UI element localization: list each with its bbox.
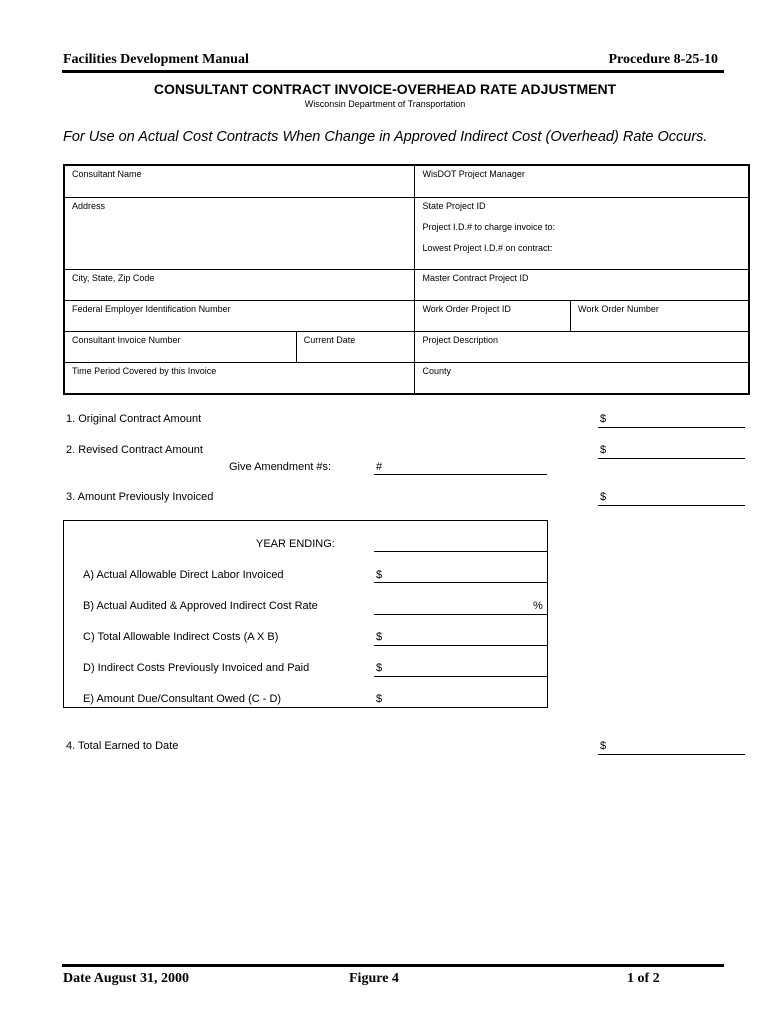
original-contract-dollar: $ [600, 413, 607, 425]
revised-contract-dollar: $ [600, 444, 607, 456]
figure-number: Figure 4 [349, 971, 399, 986]
original-contract-label: 1. Original Contract Amount [66, 413, 202, 425]
direct-labor-field[interactable] [374, 582, 547, 583]
consultant-name-field[interactable] [64, 165, 415, 197]
total-earned-field[interactable] [598, 754, 745, 755]
county-label: County [422, 365, 451, 376]
master-contract-field[interactable] [415, 269, 749, 300]
original-contract-amount-field[interactable] [598, 427, 745, 428]
state-project-id-label: State Project ID [422, 200, 486, 211]
current-date-label: Current Date [303, 334, 356, 345]
amount-previously-invoiced-field[interactable] [598, 505, 745, 506]
current-date-field[interactable] [296, 331, 415, 362]
project-id-charge-label: Project I.D.# to charge invoice to: [422, 221, 556, 232]
fein-field[interactable] [64, 300, 415, 331]
direct-labor-label: A) Actual Allowable Direct Labor Invoiced [83, 569, 284, 581]
amount-due-dollar: $ [376, 693, 383, 705]
city-state-zip-field[interactable] [64, 269, 415, 300]
state-project-id-field[interactable] [415, 197, 749, 269]
footer-rule [62, 964, 724, 967]
form-subtitle: Wisconsin Department of Transportation [304, 99, 466, 109]
total-indirect-costs-label: C) Total Allowable Indirect Costs (A X B) [83, 631, 279, 643]
page-number: 1 of 2 [627, 971, 660, 986]
amount-previously-invoiced-label: 3. Amount Previously Invoiced [66, 491, 214, 503]
indirect-previously-paid-label: D) Indirect Costs Previously Invoiced and Paid [83, 662, 310, 674]
project-manager-field[interactable] [415, 165, 749, 197]
header-rule [62, 70, 724, 73]
indirect-previously-paid-field[interactable] [374, 676, 547, 677]
city-state-zip-label: City, State, Zip Code [72, 272, 155, 283]
address-field[interactable] [64, 197, 415, 269]
amendment-numbers-field[interactable] [374, 474, 547, 475]
time-period-field[interactable] [64, 362, 415, 394]
amendment-label: Give Amendment #s: [229, 461, 332, 473]
amount-due-label: E) Amount Due/Consultant Owed (C - D) [83, 693, 282, 705]
consultant-info-table [63, 164, 750, 395]
project-description-field[interactable] [415, 331, 749, 362]
total-indirect-costs-field[interactable] [374, 645, 547, 646]
consultant-name-label: Consultant Name [72, 169, 142, 179]
revised-contract-amount-field[interactable] [598, 458, 745, 459]
manual-title: Facilities Development Manual [63, 52, 249, 67]
lowest-project-id-label: Lowest Project I.D.# on contract: [422, 242, 553, 253]
work-order-project-id-field[interactable] [415, 300, 571, 331]
procedure-number: Procedure 8-25-10 [608, 52, 718, 67]
master-contract-label: Master Contract Project ID [422, 272, 529, 283]
project-manager-label: WisDOT Project Manager [422, 169, 525, 179]
indirect-cost-rate-percent: % [533, 600, 543, 612]
project-description-label: Project Description [422, 334, 498, 345]
work-order-number-field[interactable] [571, 300, 750, 331]
indirect-previously-paid-dollar: $ [376, 662, 383, 674]
invoice-number-field[interactable] [64, 331, 296, 362]
footer-date: Date August 31, 2000 [63, 971, 190, 986]
amount-previously-invoiced-dollar: $ [600, 491, 607, 503]
indirect-cost-rate-field[interactable] [374, 614, 547, 615]
total-indirect-costs-dollar: $ [376, 631, 383, 643]
indirect-cost-rate-label: B) Actual Audited & Approved Indirect Cost Rate [83, 600, 318, 612]
fein-label: Federal Employer Identification Number [72, 303, 231, 314]
work-order-project-id-label: Work Order Project ID [422, 303, 511, 314]
address-label: Address [72, 200, 106, 211]
year-ending-label: YEAR ENDING: [256, 538, 335, 550]
work-order-number-label: Work Order Number [578, 303, 659, 314]
total-earned-dollar: $ [600, 740, 607, 752]
county-field[interactable] [415, 362, 749, 394]
usage-note: For Use on Actual Cost Contracts When Change in Approved Indirect Cost (Overhead) Rate Occurs. [63, 129, 708, 145]
year-ending-field[interactable] [374, 551, 547, 552]
direct-labor-dollar: $ [376, 569, 383, 581]
form-title: CONSULTANT CONTRACT INVOICE-OVERHEAD RATE ADJUSTMENT [153, 81, 617, 97]
invoice-number-label: Consultant Invoice Number [72, 334, 181, 345]
total-earned-label: 4. Total Earned to Date [66, 740, 179, 752]
amendment-symbol: # [376, 461, 383, 473]
revised-contract-label: 2. Revised Contract Amount [66, 444, 203, 456]
time-period-label: Time Period Covered by this Invoice [72, 365, 217, 376]
